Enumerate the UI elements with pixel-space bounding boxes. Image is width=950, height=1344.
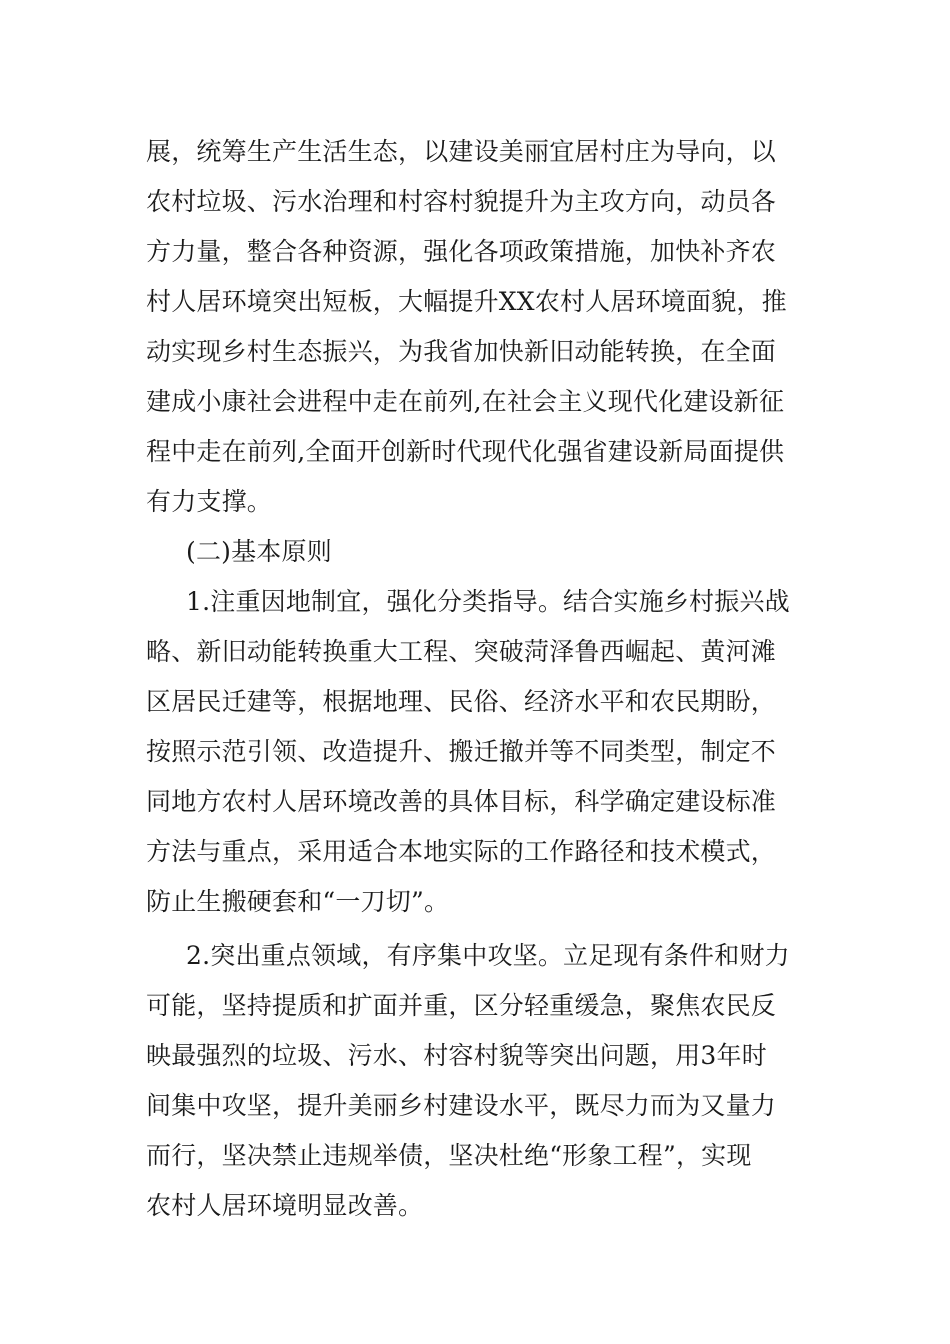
text-line: 2.突出重点领域，有序集中攻坚。立足现有条件和财力 — [186, 941, 790, 970]
text-line: 区居民迁建等，根据地理、民俗、经济水平和农民期盼， — [146, 687, 777, 716]
text-line: 而行，坚决禁止违规举债，坚决杜绝“形象工程”，实现 — [146, 1141, 752, 1170]
text-line: 防止生搬硬套和“一刀切”。 — [146, 887, 450, 916]
text-line: 方力量，整合各种资源，强化各项政策措施，加快补齐农 — [146, 237, 777, 266]
text-line: 略、新旧动能转换重大工程、突破菏泽鲁西崛起、黄河滩 — [146, 637, 777, 666]
text-line: 间集中攻坚，提升美丽乡村建设水平，既尽力而为又量力 — [146, 1091, 777, 1120]
text-line: 农村人居环境明显改善。 — [146, 1191, 424, 1220]
section-heading: (二)基本原则 — [186, 537, 332, 566]
text-line: 程中走在前列,全面开创新时代现代化强省建设新局面提供 — [146, 437, 785, 466]
text-line: 1.注重因地制宜，强化分类指导。结合实施乡村振兴战 — [186, 587, 790, 616]
text-line: 建成小康社会进程中走在前列,在社会主义现代化建设新征 — [146, 387, 785, 416]
text-line: 同地方农村人居环境改善的具体目标，科学确定建设标准 — [146, 787, 777, 816]
text-line: 有力支撑。 — [146, 487, 273, 516]
text-line: 村人居环境突出短板，大幅提升XX农村人居环境面貌，推 — [146, 287, 787, 316]
text-line: 农村垃圾、污水治理和村容村貌提升为主攻方向，动员各 — [146, 187, 777, 216]
text-line: 动实现乡村生态振兴，为我省加快新旧动能转换，在全面 — [146, 337, 777, 366]
text-line: 展，统筹生产生活生态，以建设美丽宜居村庄为导向，以 — [146, 137, 777, 166]
text-line: 可能，坚持提质和扩面并重，区分轻重缓急，聚焦农民反 — [146, 991, 777, 1020]
text-line: 映最强烈的垃圾、污水、村容村貌等突出问题，用3年时 — [146, 1041, 767, 1070]
text-line: 方法与重点，采用适合本地实际的工作路径和技术模式， — [146, 837, 777, 866]
text-line: 按照示范引领、改造提升、搬迁撤并等不同类型，制定不 — [146, 737, 777, 766]
